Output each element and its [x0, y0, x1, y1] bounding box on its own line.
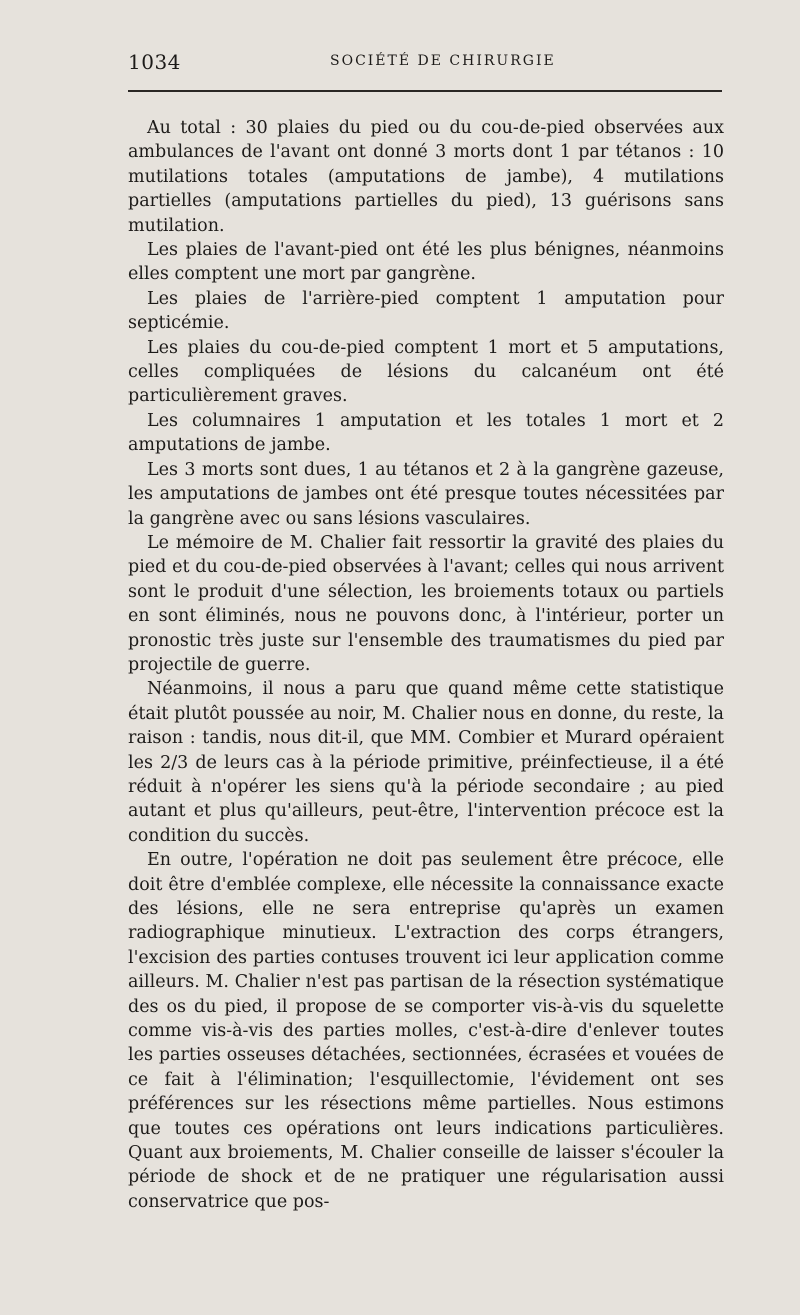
- running-title: SOCIÉTÉ DE CHIRURGIE: [330, 53, 556, 69]
- paragraph-arriere-pied: Les plaies de l'arrière-pied comptent 1 amputation pour septicémie.: [128, 288, 724, 334]
- paragraph-morts: Les 3 morts sont dues, 1 au tétanos et 2 à la gangrène gazeuse, les amputations de jambes ont été presque toutes nécessitées par la gangrène avec ou sans lésions vasculaires.: [128, 459, 724, 529]
- paragraph-en-outre: En outre, l'opération ne doit pas seulement être précoce, elle doit être d'emblée complexe, elle nécessite la connaissance exacte des lésions, elle ne sera entreprise qu'après un examen radiographique minutieux. L'extraction des corps étrangers, l'excision des parties contuses trouvent ici leur application comme ailleurs. M. Chalier n'est pas partisan de la résection systématique des os du pied, il propose de se comporter vis-à-vis du squelette comme vis-à-vis des parties molles, c'est-à-dire d'enlever toutes les parties osseuses détachées, sectionnées, écrasées et vouées de ce fait à l'élimination; l'esquillectomie, l'évidement ont ses préférences sur les résections même partielles. Nous estimons que toutes ces opérations ont leurs indications particulières. Quant aux broiements, M. Chalier conseille de laisser s'écouler la période de shock et de ne pratiquer une régularisation aussi conservatrice que pos-: [128, 850, 724, 1212]
- body-text: [128, 116, 724, 1214]
- page-header: [128, 50, 724, 74]
- paragraph-cou-de-pied: Les plaies du cou-de-pied comptent 1 mort et 5 amputations, celles compliquées de lésions du calcanéum ont été particulièrement graves.: [128, 337, 724, 407]
- paragraph-avant-pied: Les plaies de l'avant-pied ont été les plus bénignes, néanmoins elles comptent une mort par gangrène.: [128, 240, 724, 285]
- page-number: 1034: [128, 50, 181, 74]
- paragraph-memoire: Le mémoire de M. Chalier fait ressortir la gravité des plaies du pied et du cou-de-pied observées à l'avant; celles qui nous arrivent sont le produit d'une sélection, les broiements totaux ou partiels en sont éliminés, nous ne pouvons donc, à l'intérieur, porter un pronostic très juste sur l'ensemble des traumatismes du pied par projectile de guerre.: [128, 532, 724, 675]
- paragraph-summary: Au total : 30 plaies du pied ou du cou-de-pied observées aux ambulances de l'avant ont donné 3 morts dont 1 par tétanos : 10 mutilations totales (amputations de jambe), 4 mutilations partielles (amputations partielles du pied), 13 guérisons sans mutilation.: [128, 118, 724, 236]
- paragraph-columnaires: Les columnaires 1 amputation et les totales 1 mort et 2 amputations de jambe.: [128, 410, 724, 456]
- paragraph-neanmoins: Néanmoins, il nous a paru que quand même cette statistique était plutôt poussée au noir, M. Chalier nous en donne, du reste, la raison : tandis, nous dit-il, que MM. Combier et Murard opéraient les 2/3 de leurs cas à la période primitive, préinfectieuse, il a été réduit à n'opérer les siens qu'à la période secondaire ; au pied autant et plus qu'ailleurs, peut-être, l'intervention précoce est la condition du succès.: [128, 679, 724, 846]
- header-rule: [128, 90, 722, 92]
